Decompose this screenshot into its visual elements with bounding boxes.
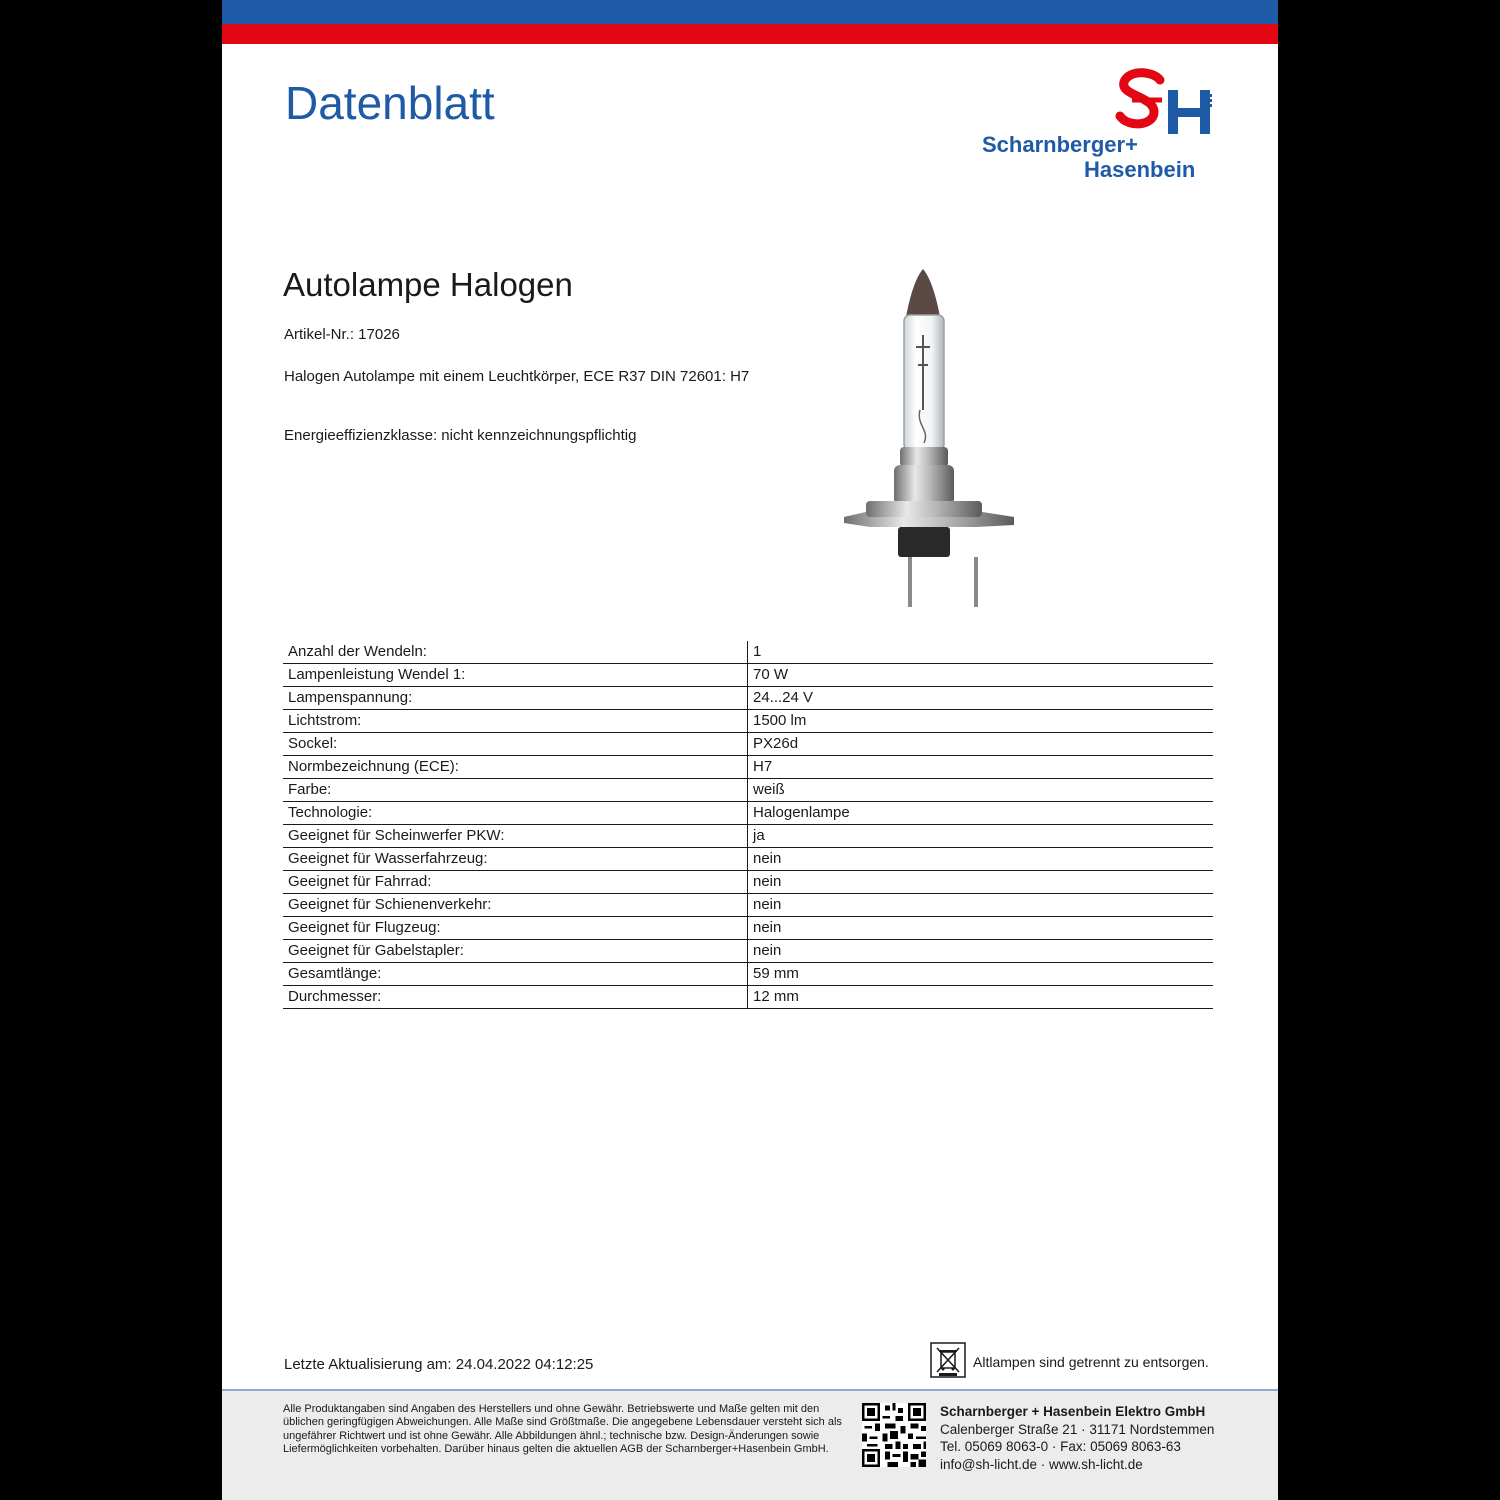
spec-label: Gesamtlänge:: [283, 963, 748, 986]
table-row: [283, 756, 1213, 779]
logo-text-line2: Hasenbein: [1084, 157, 1196, 182]
company-phone: Tel. 05069 8063-0 · Fax: 05069 8063-63: [940, 1439, 1181, 1454]
spec-value: 70 W: [748, 664, 1214, 687]
spec-label: Anzahl der Wendeln:: [283, 641, 748, 664]
company-address: Calenberger Straße 21 · 31171 Nordstemmen: [940, 1421, 1215, 1437]
table-row: [283, 986, 1213, 1009]
table-row: [283, 710, 1213, 733]
spec-value: nein: [748, 894, 1214, 917]
table-row: [283, 779, 1213, 802]
spec-value: nein: [748, 917, 1214, 940]
spec-label: Geeignet für Schienenverkehr:: [283, 894, 748, 917]
table-row: [283, 963, 1213, 986]
table-row: [283, 687, 1213, 710]
spec-label: Durchmesser:: [283, 986, 748, 1009]
company-web: info@sh-licht.de · www.sh-licht.de: [940, 1456, 1143, 1472]
spec-value: weiß: [748, 779, 1214, 802]
table-row: [283, 940, 1213, 963]
header-stripe-red: [222, 24, 1278, 44]
company-logo: [982, 66, 1222, 186]
disposal-note: Altlampen sind getrennt zu entsorgen.: [973, 1354, 1209, 1370]
spec-value: 1: [748, 641, 1214, 664]
halogen-bulb-image: [820, 265, 1026, 610]
table-row: [283, 894, 1213, 917]
qr-code-icon: [862, 1403, 926, 1467]
spec-value: PX26d: [748, 733, 1214, 756]
table-row: [283, 664, 1213, 687]
spec-table: [283, 641, 1213, 1009]
spec-label: Lampenspannung:: [283, 687, 748, 710]
last-updated: Letzte Aktualisierung am: 24.04.2022 04:12:25: [284, 1356, 594, 1373]
spec-value: ja: [748, 825, 1214, 848]
spec-label: Geeignet für Wasserfahrzeug:: [283, 848, 748, 871]
table-row: [283, 871, 1213, 894]
spec-value: H7: [748, 756, 1214, 779]
table-row: [283, 917, 1213, 940]
spec-value: nein: [748, 848, 1214, 871]
spec-label: Sockel:: [283, 733, 748, 756]
logo-text-line1: Scharnberger+: [982, 132, 1138, 157]
datasheet-page: [222, 0, 1278, 1500]
table-row: [283, 733, 1213, 756]
sh-monogram-icon: [982, 66, 1222, 136]
spec-label: Farbe:: [283, 779, 748, 802]
product-title: Autolampe Halogen: [283, 266, 573, 303]
spec-value: nein: [748, 940, 1214, 963]
crossed-bin-icon: [930, 1342, 966, 1378]
spec-value: nein: [748, 871, 1214, 894]
table-row: [283, 641, 1213, 664]
company-contact: [940, 1403, 1214, 1473]
header-stripe-blue: [222, 0, 1278, 24]
legal-disclaimer: Alle Produktangaben sind Angaben des Herstellers und ohne Gewähr. Betriebswerte und Maße gelten mit den üblichen geringfügigen Abweichungen. Alle Maße sind Größtmaße. Die angegebene Lebensdauer versteht sich als ungefährer Richtwert und ist ohne Gewähr. Alle Abbildungen ähnl.; technische bzw. Design-Änderungen sowie Liefermöglichkeiten vorbehalten. Darüber hinaus gelten die aktuellen AGB der Scharnberger+Hasenbein GmbH.: [283, 1403, 842, 1456]
company-name: Scharnberger + Hasenbein Elektro GmbH: [940, 1404, 1206, 1419]
table-row: [283, 825, 1213, 848]
spec-value: Halogenlampe: [748, 802, 1214, 825]
spec-label: Geeignet für Flugzeug:: [283, 917, 748, 940]
spec-value: 12 mm: [748, 986, 1214, 1009]
spec-label: Lampenleistung Wendel 1:: [283, 664, 748, 687]
article-number: Artikel-Nr.: 17026: [284, 326, 400, 343]
spec-label: Geeignet für Scheinwerfer PKW:: [283, 825, 748, 848]
spec-value: 59 mm: [748, 963, 1214, 986]
spec-label: Technologie:: [283, 802, 748, 825]
table-row: [283, 848, 1213, 871]
document-title: Datenblatt: [285, 77, 495, 129]
spec-label: Geeignet für Gabelstapler:: [283, 940, 748, 963]
spec-value: 1500 lm: [748, 710, 1214, 733]
spec-value: 24...24 V: [748, 687, 1214, 710]
spec-label: Lichtstrom:: [283, 710, 748, 733]
table-row: [283, 802, 1213, 825]
product-description: Halogen Autolampe mit einem Leuchtkörper, ECE R37 DIN 72601: H7: [284, 368, 750, 385]
footer: [222, 1389, 1278, 1500]
energy-class: Energieeffizienzklasse: nicht kennzeichnungspflichtig: [284, 427, 637, 444]
spec-label: Normbezeichnung (ECE):: [283, 756, 748, 779]
spec-label: Geeignet für Fahrrad:: [283, 871, 748, 894]
